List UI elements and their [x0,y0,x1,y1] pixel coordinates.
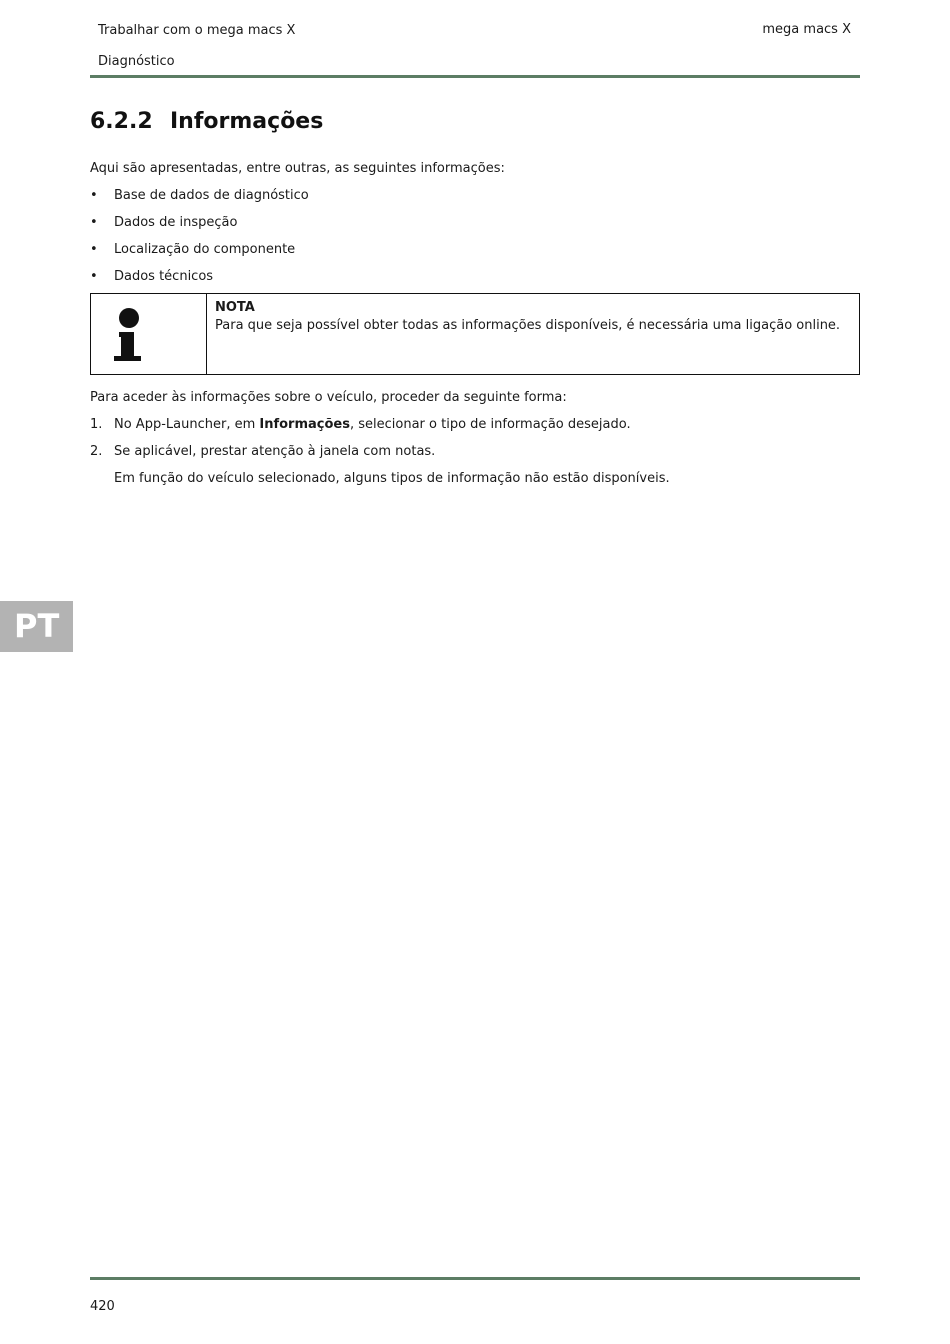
list-item-text: Localização do componente [114,242,296,257]
step-number: 2. [90,444,103,459]
list-item-text: Dados de inspeção [114,215,238,230]
info-icon [111,304,151,364]
page-number: 420 [90,1299,115,1314]
procedure-intro: Para aceder às informações sobre o veículo, proceder da seguinte forma: [90,390,567,405]
step-1 [90,417,631,433]
header-product: mega macs X [762,22,851,37]
step-number: 1. [90,417,103,432]
header-chapter: Trabalhar com o mega macs X [98,23,296,38]
list-item [90,269,213,285]
step-2 [90,444,435,460]
section-title: Informações [170,109,324,134]
intro-paragraph: Aqui são apresentadas, entre outras, as seguintes informações: [90,161,505,176]
note-box [90,293,860,375]
bullet-marker: • [90,269,98,284]
step-text-before: No App-Launcher, em [114,417,260,432]
step-result: Em função do veículo selecionado, alguns tipos de informação não estão disponíveis. [114,471,670,486]
step-text-after: , selecionar o tipo de informação desejado. [349,417,631,432]
note-icon-cell [91,294,207,374]
step-emphasis: Informações [259,417,350,432]
language-tab: PT [0,601,73,652]
bullet-marker: • [90,188,98,203]
list-item [90,215,237,231]
list-item-text: Base de dados de diagnóstico [114,188,309,203]
header-section: Diagnóstico [98,54,175,69]
list-item [90,242,295,258]
bullet-marker: • [90,215,98,230]
header-rule [90,75,860,78]
note-label: NOTA [215,300,255,315]
footer-rule [90,1277,860,1280]
list-item-text: Dados técnicos [114,269,214,284]
step-text: Se aplicável, prestar atenção à janela com notas. [114,444,436,459]
section-number: 6.2.2 [90,109,153,134]
note-content [207,294,840,374]
section-heading [90,108,323,136]
list-item [90,188,309,204]
bullet-marker: • [90,242,98,257]
note-text: Para que seja possível obter todas as informações disponíveis, é necessária uma ligação online. [215,318,841,333]
